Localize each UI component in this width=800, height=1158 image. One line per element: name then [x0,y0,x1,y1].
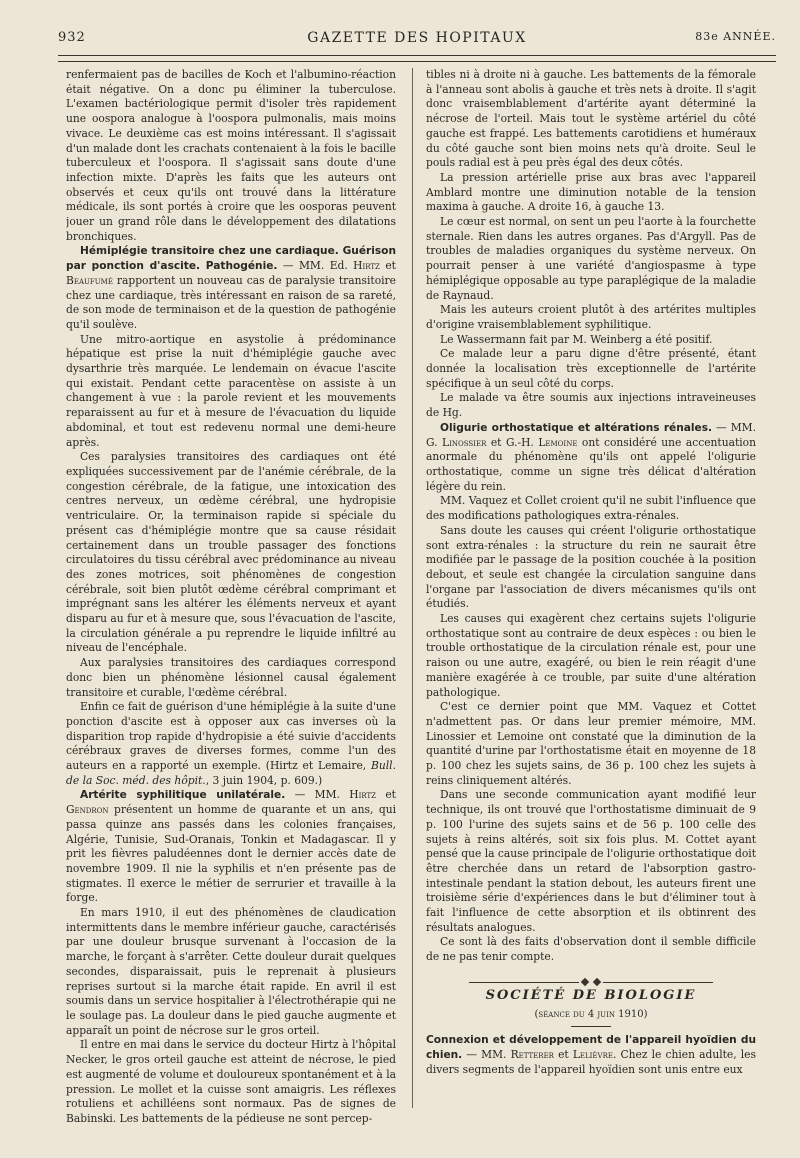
text-run: rapportent un nouveau cas de paralysie transitoire chez une cardiaque, très intéressant en raison de sa rareté, de son mode de terminaison et de la question de pathogénie qu'il soulève. [66,273,396,331]
paragraph: La pression artérielle prise aux bras avec l'appareil Amblard montre une diminution notable de la tension maxima à gauche. A droite 16, à gauche 13. [426,170,756,214]
volume-year: 83e ANNÉE. [695,30,776,43]
author-name: Linossier [442,435,487,449]
section-hemiplegie [66,244,396,332]
text-run: . Chez le chien adulte, les divers segments de l'appareil hyoïdien sont unis entre eux [426,1048,756,1076]
paragraph: Une mitro-aortique en asystolie à prédominance hépatique est prise la nuit d'hémiplégie gauche avec dysarthrie très marquée. Le lendemain on évacue l'ascite qui existait. Pendant cette paracentèse on assiste à un changement à vue : la parole revient et les mouvements reparaissent au fur et à mesure de l'évacuation du liquide abdominal, et tout est redevenu normal une demi-heure après. [66,332,396,449]
author-name: Lemoine [538,435,578,449]
paragraph: Aux paralysies transitoires des cardiaques correspond donc bien un phénomène lésionnel causal également transitoire et curable, l'œdème cérébral. [66,656,396,699]
text-run: Enfin ce fait de guérison d'une hémiplégie à la suite d'une ponction d'ascite est à opposer aux cas inverses où la disparition trop rapide d'hydropisie a été suivie d'accidents cérébraux graves de diverses formes, comme l'un des auteurs en a rapporté un exemple. (Hirtz et Lemaire, [66,700,396,773]
paragraph: Dans une seconde communication ayant modifié leur technique, ils ont trouvé que l'orthostatisme diminuait de 9 p. 100 l'urine des sujets sains et de 56 p. 100 celle des sujets à reins altérés, soit six fois plus. M. Cottet ayant pensé que la cause principale de l'oligurie orthostatique doit être cherchée dans un retard de l'absorption gastro-intestinale pendant la station debout, les auteurs firent une troisième série d'expériences dans le but d'éliminer tout à fait l'influence de cette absorption et ils obtinrent des résultats analogues. [426,788,756,934]
session-date: (séance du 4 juin 1910) [534,1008,648,1020]
paragraph: Sans doute les causes qui créent l'oligurie orthostatique sont extra-rénales : la structure du rein ne saurait être modifiée par le passage de la position couchée à la position debout, et seule est changée la circulation sanguine dans l'organe par l'association de divers mécanismes qu'ils ont étudiés. [426,523,756,611]
paragraph: En mars 1910, il eut des phénomènes de claudication intermittents dans le membre inférieur gauche, caractérisés par une douleur brusque survenant à l'occasion de la marche, le forçant à s'arrêter. Cette douleur durait quelques secondes, disparaissait, puis le reprenait à plusieurs reprises surtout si la marche était rapide. En avril il est soumis dans un service hospitalier à l'électrothérapie qui ne le soulage pas. La douleur dans le pied gauche augmente et apparaît un point de nécrose sur le gros orteil. [66,906,396,1037]
paragraph: Le malade va être soumis aux injections intraveineuses de Hg. [426,391,756,420]
text-run: — MM. G. [426,420,756,449]
page-number: 932 [58,30,86,45]
paragraph: Ce sont là des faits d'observation dont il semble difficile de ne pas tenir compte. [426,935,756,964]
section-title: Artérite syphilitique unilatérale. [80,789,286,802]
paragraph: tibles ni à droite ni à gauche. Les battements de la fémorale à l'anneau sont abolis à gauche et très nets à droite. Il s'agit donc vraisemblablement d'artérite ayant déterminé la nécrose de l'orteil. Mais tout le système artériel du côté gauche est frappé. Les battements carotidiens et huméraux du côté gauche sont bien moins nets qu'à droite. Seul le pouls radial est à peu près égal des deux côtés. [426,68,756,170]
text-run: — MM. Ed. [277,259,354,273]
paragraph: Les causes qui exagèrent chez certains sujets l'oligurie orthostatique sont au contraire de deux espèces : ou bien le trouble orthostatique de la circulation rénale est, pour une raison ou une autre, exagéré, ou bien le rein réagit d'une manière exagérée à ce trouble, par suite d'une altération pathologique. [426,612,756,699]
section-oligurie [426,421,756,495]
paragraph: MM. Vaquez et Collet croient qu'il ne subit l'influence que des modifications pathologiques extra-rénales. [426,494,756,523]
paragraph: Mais les auteurs croient plutôt à des artérites multiples d'origine vraisemblablement syphilitique. [426,303,756,331]
author-name: Gendron [66,803,109,817]
paragraph: Le cœur est normal, on sent un peu l'aorte à la fourchette sternale. Rien dans les autres organes. Pas d'Argyll. Pas de troubles de maladies organiques du système nerveux. On pourrait penser à une variété d'angiospasme à type hémiplégique opposable au type paraplégique de la maladie de Raynaud. [426,215,756,302]
short-rule [571,1026,611,1027]
author-name: Hirtz [349,788,377,802]
section-title: Connexion et développement de l'appareil hyoïdien du chien. [426,1034,756,1061]
ornament-divider [426,975,756,983]
citation-journal: Bull. de la Soc. méd. des hôpit. [66,759,396,787]
text-run: , 3 juin 1904, p. 609.) [205,773,323,787]
right-column [426,68,756,1138]
journal-title: GAZETTE DES HOPITAUX [307,30,527,46]
paragraph: renfermaient pas de bacilles de Koch et l'albumino-réaction était négative. On a donc pu éliminer la tuberculose. L'examen bactériologique permit d'isoler très rapidement une oospora analogue à l'oospora pulmonalis, mais moins vivace. Le deuxième cas est moins intéressant. Il s'agissait d'un malade dont les crachats contenaient à la fois le bacille tuberculeux et l'oospora. Il s'agissait sans doute d'une infection mixte. D'après les faits que les auteurs ont observés et ceux qu'ils ont trouvé dans la littérature médicale, ils sont portés à croire que les oosporas peuvent jouer un grand rôle dans le développement des dilatations bronchiques. [66,68,396,243]
column-divider [412,68,413,1108]
text-run: — MM. [462,1048,511,1061]
paragraph: Il entre en mai dans le service du docteur Hirtz à l'hôpital Necker, le gros orteil gauche est atteint de nécrose, le pied est augmenté de volume et douloureux spontanément et à la pression. Le mollet et la cuisse sont amaigris. Les réflexes rotuliens et achilléens sont normaux. Pas de signes de Babinski. Les battements de la pédieuse ne sont percep- [66,1038,396,1125]
text-run: et G.-H. [486,435,539,449]
author-name: Retterer [510,1048,554,1061]
section-arterite [66,788,396,906]
text-run: ont considéré une accentuation anormale du phénomène qu'ils ont appelé l'oligurie orthostatique, comme un signe très délicat d'altération légère du rein. [426,435,756,493]
paragraph: Ces paralysies transitoires des cardiaques ont été expliquées successivement par de l'anémie cérébrale, de la congestion cérébrale, de la fatigue, une intoxication des centres nerveux, un œdème cérébral, une hydropisie ventriculaire. Or, la terminaison rapide si spéciale du présent cas d'hémiplégie montre que sa cause résidait certainement dans un trouble passager des fonctions circulatoires du tissu cérébral avec prédominance au niveau des zones motrices, soit phénomènes de congestion cérébrale, soit bien plutôt œdème cérébral comprimant et imprégnant sans les altérer les éléments nerveux et ayant disparu au fur et à mesure que, sous l'évacuation de l'ascite, la circulation générale a pu reprendre le liquide infiltré au niveau de l'encéphale. [66,450,396,655]
text-run: et [379,259,396,273]
text-run: présentent un homme de quarante et un ans, qui passa quinze ans passés dans les colonies françaises, Algérie, Tunisie, Sud-Oranais, Tonkin et Madagascar. Il y prit les fièvres paludéennes dont le dernier accès date de novembre 1909. Il nie la syphilis et n'en présente pas de stigmates. Il exerce le métier de serrurier et travaille à la forge. [66,803,396,905]
text-run: et [553,1048,573,1061]
paragraph: C'est ce dernier point que MM. Vaquez et Cottet n'admettent pas. Or dans leur premier mémoire, MM. Linossier et Lemoine ont constaté que la diminution de la quantité d'urine par l'orthostatisme était en moyenne de 18 p. 100 chez les sujets sains, de 36 p. 100 chez les sujets à reins cliniquement altérés. [426,700,756,787]
section-title: Oligurie orthostatique et altérations rénales. [440,421,713,434]
author-name: Lelièvre [572,1048,613,1061]
section-hyoidien [426,1033,756,1077]
paragraph: Le Wassermann fait par M. Weinberg a été positif. [440,332,713,346]
society-heading: SOCIÉTÉ DE BIOLOGIE [485,987,697,1003]
running-head [58,30,776,50]
section-title: Hémiplégie transitoire chez une cardiaque. Guérison par ponction d'ascite. Pathogénie. [66,245,396,273]
left-column [66,68,396,1138]
text-run: — MM. [285,788,350,802]
paragraph [66,700,396,788]
author-name: Hirtz [353,259,380,273]
paragraph: Ce malade leur a paru digne d'être présenté, étant donnée la localisation très exceptionnelle de l'artérite spécifique à un seul côté du corps. [426,347,756,390]
text-run: et [376,788,396,802]
header-rule [58,55,776,62]
author-name: Beaufumé [66,273,113,287]
